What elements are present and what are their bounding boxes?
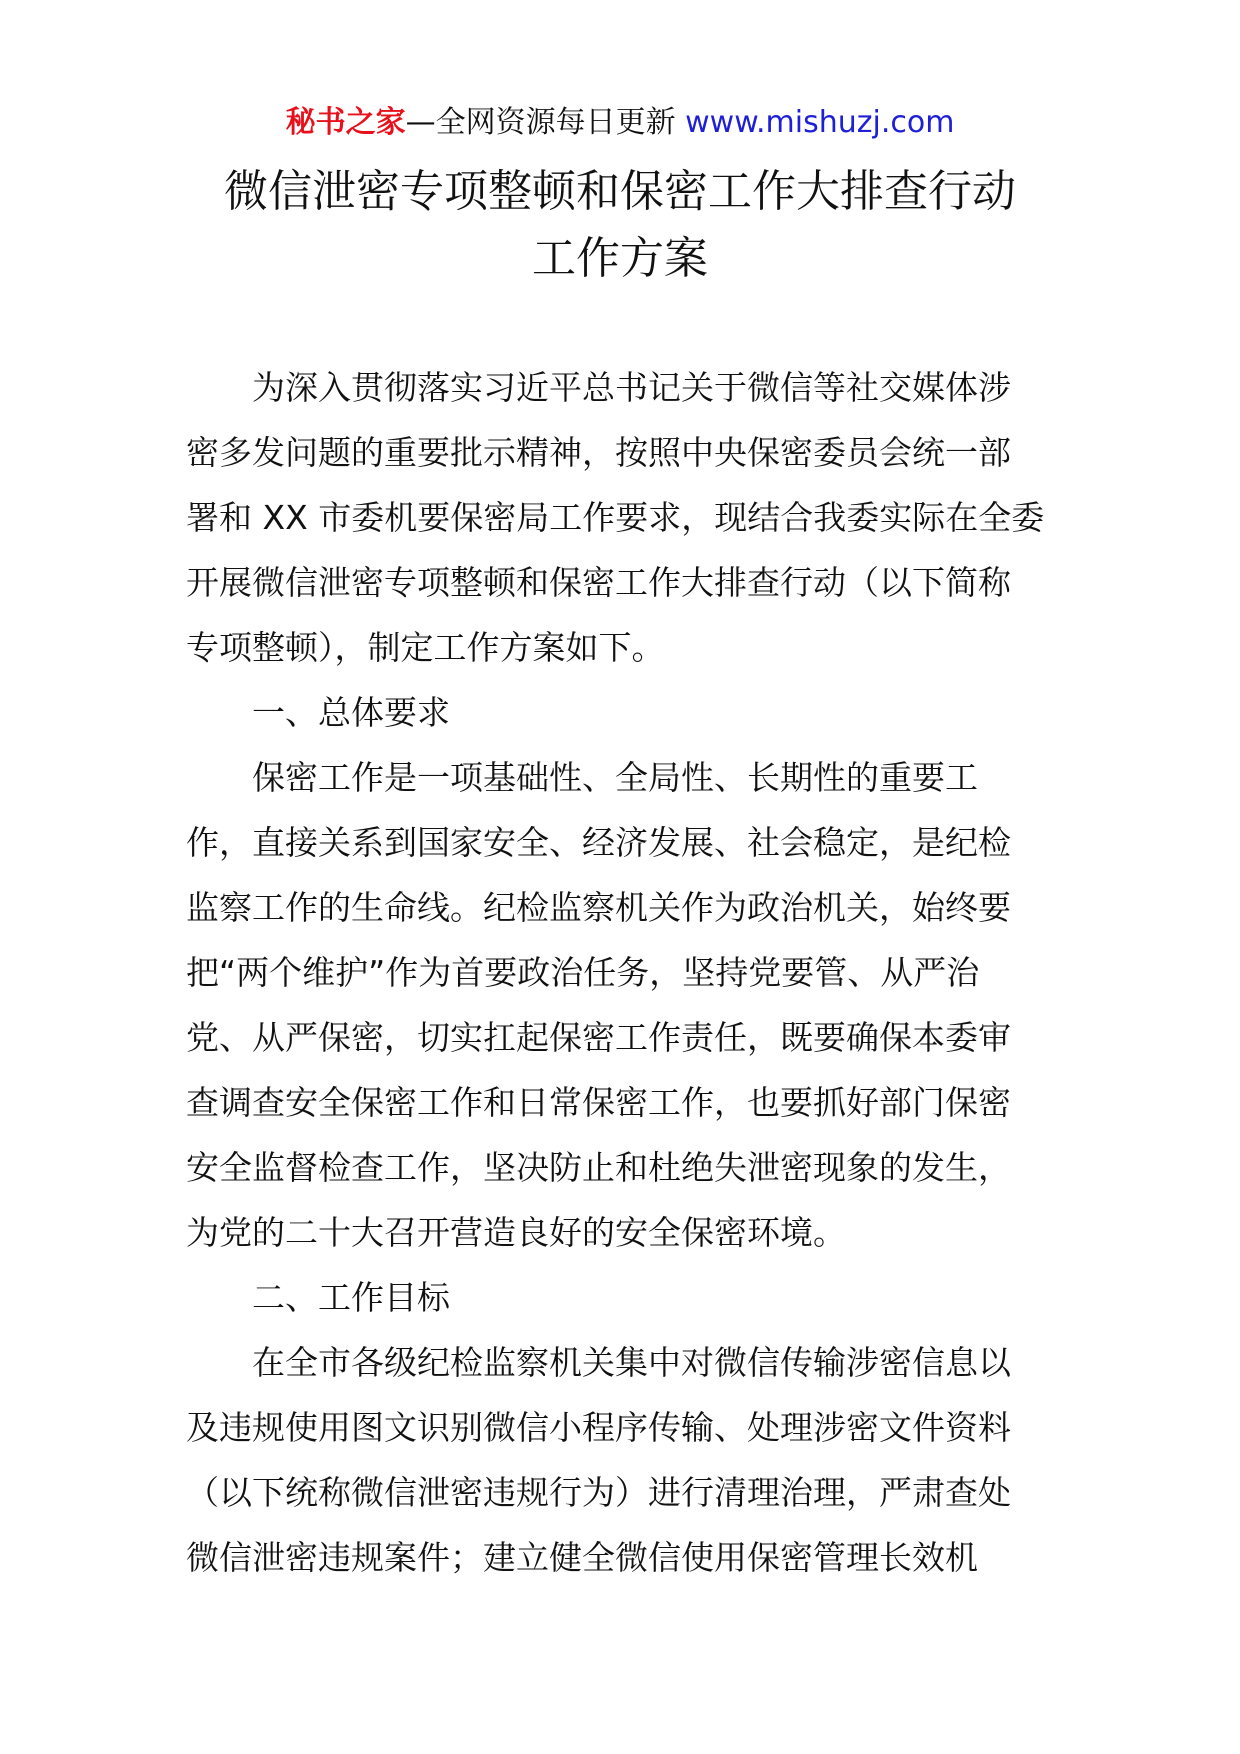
body-line: 署和 XX 市委机要保密局工作要求，现结合我委实际在全委 xyxy=(186,498,1045,537)
site-url-link[interactable]: www.mishuzj.com xyxy=(685,105,955,140)
brand-name: 秘书之家 xyxy=(285,105,406,140)
body-line: 党、从严保密，切实扛起保密工作责任，既要确保本委审 xyxy=(186,1018,1011,1057)
body-line: 为深入贯彻落实习近平总书记关于微信等社交媒体涉 xyxy=(252,368,1011,407)
body-line: 监察工作的生命线。纪检监察机关作为政治机关，始终要 xyxy=(186,888,1011,927)
body-line: 为党的二十大召开营造良好的安全保密环境。 xyxy=(186,1213,846,1252)
document-body xyxy=(186,355,1056,1590)
body-line: 在全市各级纪检监察机关集中对微信传输涉密信息以 xyxy=(252,1343,1011,1382)
body-line: 及违规使用图文识别微信小程序传输、处理涉密文件资料 xyxy=(186,1408,1011,1447)
header-tagline: —全网资源每日更新 xyxy=(405,105,686,140)
section-heading-2: 二、工作目标 xyxy=(252,1278,450,1317)
body-line: 查调查安全保密工作和日常保密工作，也要抓好部门保密 xyxy=(186,1083,1011,1122)
document-title-line-2: 工作方案 xyxy=(532,233,708,284)
body-line: 微信泄密违规案件；建立健全微信使用保密管理长效机 xyxy=(186,1538,978,1577)
body-line: 密多发问题的重要批示精神，按照中央保密委员会统一部 xyxy=(186,433,1011,472)
body-line: 专项整顿），制定工作方案如下。 xyxy=(186,628,665,667)
document-title-line-1: 微信泄密专项整顿和保密工作大排查行动 xyxy=(224,166,1016,217)
site-header xyxy=(0,100,1240,146)
body-line: 安全监督检查工作，坚决防止和杜绝失泄密现象的发生， xyxy=(186,1148,1011,1187)
body-line: 作，直接关系到国家安全、经济发展、社会稳定，是纪检 xyxy=(186,823,1011,862)
body-line: 开展微信泄密专项整顿和保密工作大排查行动（以下简称 xyxy=(186,563,1011,602)
section-heading-1: 一、总体要求 xyxy=(252,693,450,732)
body-line: 保密工作是一项基础性、全局性、长期性的重要工 xyxy=(252,758,978,797)
body-line: （以下统称微信泄密违规行为）进行清理治理，严肃查处 xyxy=(186,1473,1011,1512)
body-line: 把“两个维护”作为首要政治任务，坚持党要管、从严治 xyxy=(186,953,980,992)
